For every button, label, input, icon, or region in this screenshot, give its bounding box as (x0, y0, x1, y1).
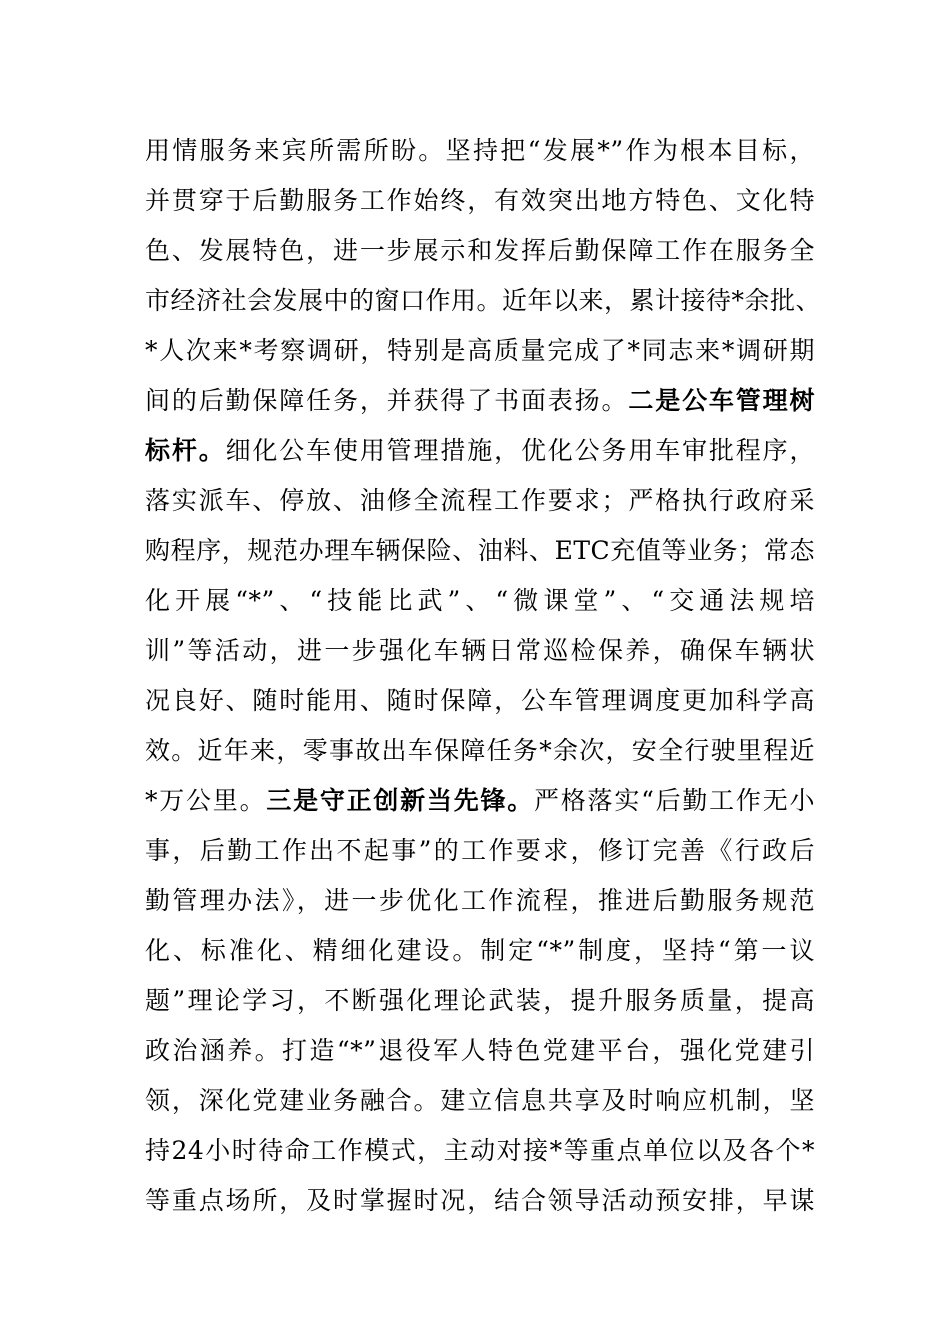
body-text-segment: 勤管理办法》，进一步优化工作流程，推进后勤服务规范 (145, 886, 815, 915)
text-line (145, 1026, 815, 1076)
body-text-segment: 领，深化党建业务融合。建立信息共享及时响应机制，坚 (145, 1086, 815, 1115)
text-line (145, 326, 815, 376)
text-line (145, 926, 815, 976)
body-text-segment: 况良好、随时能用、随时保障，公车管理调度更加科学高 (145, 686, 815, 715)
body-text-segment: *人次来*考察调研，特别是高质量完成了*同志来*调研期 (145, 336, 815, 365)
text-line (145, 426, 815, 476)
body-text-segment: 效。近年来，零事故出车保障任务*余次，安全行驶里程近 (145, 736, 815, 765)
body-text-segment: 持24小时待命工作模式，主动对接*等重点单位以及各个* (145, 1136, 815, 1165)
text-line (145, 476, 815, 526)
text-line (145, 626, 815, 676)
text-line (145, 276, 822, 326)
text-line (145, 376, 815, 426)
text-line (145, 676, 815, 726)
body-text-segment: 色、发展特色，进一步展示和发挥后勤保障工作在服务全 (145, 236, 815, 265)
text-line (145, 1076, 815, 1126)
text-line (145, 976, 815, 1026)
body-text-segment: 事，后勤工作出不起事”的工作要求，修订完善《行政后 (145, 836, 815, 865)
body-text-segment: 购程序，规范办理车辆保险、油料、ETC充值等业务；常态 (145, 536, 815, 565)
body-text-segment: 间的后勤保障任务，并获得了书面表扬。 (145, 386, 629, 415)
text-line (145, 726, 815, 776)
bold-heading-text: 标杆。 (145, 436, 226, 465)
body-text-segment: 化、标准化、精细化建设。制定“*”制度，坚持“第一议 (145, 936, 815, 965)
text-line (145, 876, 815, 926)
text-line (145, 1126, 815, 1176)
body-text-segment: 严格落实“后勤工作无小 (534, 786, 815, 815)
text-line (145, 826, 815, 876)
body-text-segment: 并贯穿于后勤服务工作始终，有效突出地方特色、文化特 (145, 186, 815, 215)
text-line (145, 776, 815, 826)
body-text-segment: 用情服务来宾所需所盼。坚持把“发展*”作为根本目标， (145, 136, 815, 165)
text-line (145, 526, 815, 576)
text-line (145, 176, 815, 226)
body-text-segment: 化开展“*”、“技能比武”、“微课堂”、“交通法规培 (145, 586, 815, 615)
text-line (145, 576, 815, 626)
body-text-segment: *万公里。 (145, 786, 267, 815)
bold-heading-text: 三是守正创新当先锋。 (266, 786, 535, 815)
body-text-segment: 题”理论学习，不断强化理论武装，提升服务质量，提高 (145, 986, 815, 1015)
bold-heading-text: 二是公车管理树 (628, 386, 815, 415)
body-text-segment: 等重点场所，及时掌握时况，结合领导活动预安排，早谋 (145, 1186, 815, 1215)
body-text-segment: 市经济社会发展中的窗口作用。近年以来，累计接待*余批、 (145, 286, 822, 315)
body-text-segment: 训”等活动，进一步强化车辆日常巡检保养，确保车辆状 (145, 636, 815, 665)
text-line (145, 1176, 815, 1226)
body-text (145, 126, 822, 1226)
body-text-segment: 政治涵养。打造“*”退役军人特色党建平台，强化党建引 (145, 1036, 815, 1065)
text-line (145, 126, 815, 176)
text-line (145, 226, 815, 276)
body-text-segment: 细化公车使用管理措施，优化公务用车审批程序， (225, 436, 815, 465)
body-text-segment: 落实派车、停放、油修全流程工作要求；严格执行政府采 (145, 486, 815, 515)
